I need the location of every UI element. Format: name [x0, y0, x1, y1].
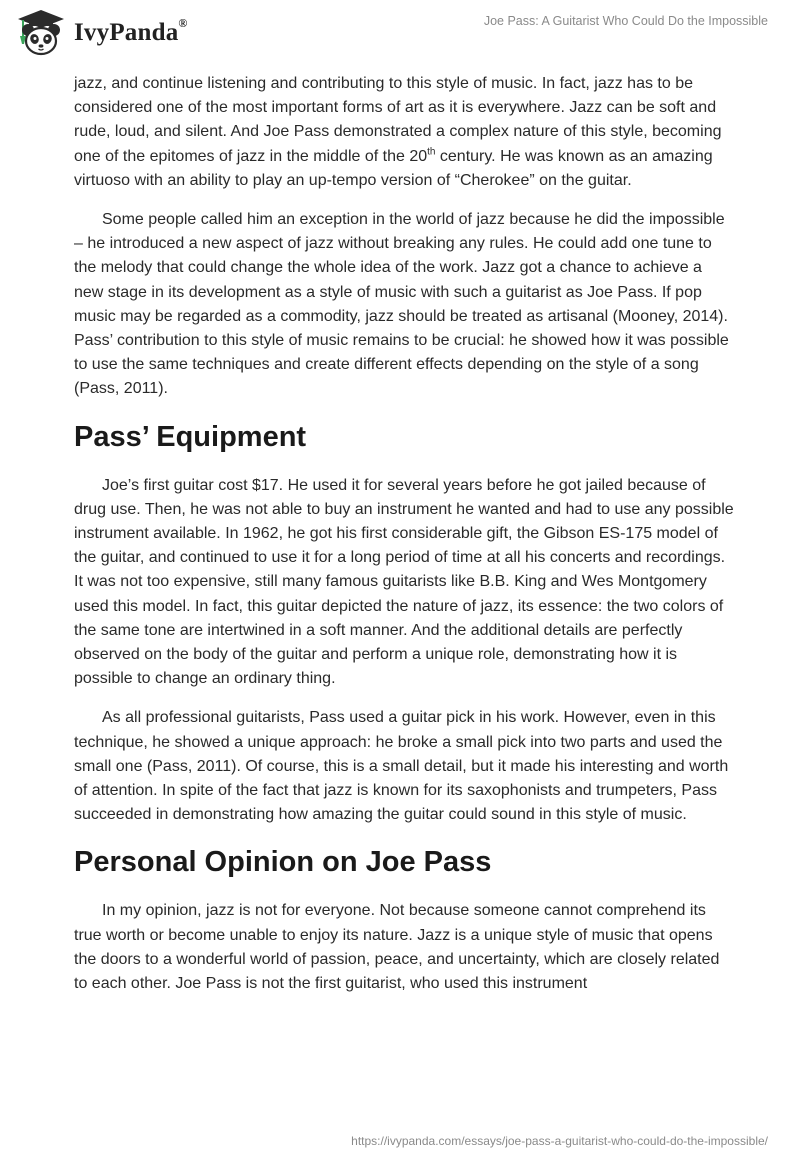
- paragraph: In my opinion, jazz is not for everyone. Not because someone cannot comprehend its true worth or become unable to enjoy its nature. Jazz is a unique style of music that opens the doors to a wonderful world of passion, peace, and uncertainty, which are closely related to each other. Joe Pass is not the first guitarist, who used this instrument: [74, 902, 720, 993]
- panda-graduate-icon: [14, 8, 68, 58]
- section-heading-equipment: Pass’ Equipment: [74, 420, 307, 453]
- paragraph: jazz, and continue listening and contributing to this style of music. In fact, jazz has to be considered one of the most important forms of art as it is everywhere. Jazz can be soft and rude, loud, and silent. And Joe Pass demonstrated a complex nature of this style, becoming one of the epitomes of jazz in the middle of the 20th century. He was known as an amazing virtuoso with an ability to play an up-tempo version of “Cherokee” on the guitar.: [74, 75, 722, 189]
- document-title: Joe Pass: A Guitarist Who Could Do the Impossible: [483, 14, 768, 28]
- brand-logo[interactable]: [14, 8, 188, 58]
- page-header: [0, 0, 800, 70]
- source-url[interactable]: https://ivypanda.com/essays/joe-pass-a-guitarist-who-could-do-the-impossible/: [351, 1134, 768, 1148]
- paragraph: As all professional guitarists, Pass used a guitar pick in his work. However, even in this technique, he showed a unique approach: he broke a small pick into two parts and used the small one (Pass, 2011). Of course, this is a small detail, but it made his interesting and worth of attention. In spite of the fact that jazz is known for its saxophonists and trumpeters, Pass succeeded in demonstrating how amazing the guitar could sound in this style of music.: [74, 709, 729, 824]
- brand-name: IvyPanda®: [74, 15, 188, 46]
- paragraph: Some people called him an exception in the world of jazz because he did the impossible – he introduced a new aspect of jazz without breaking any rules. He could add one tune to the melody that could change the whole idea of the work. Jazz got a chance to achieve a new stage in its development as a style of music with such a guitarist as Joe Pass. If pop music may be regarded as a commodity, jazz should be treated as artisanal (Mooney, 2014). Pass’ contribution to this style of music remains to be crucial: he showed how it was possible to use the same techniques and create different effects depending on the style of a song (Pass, 2011).: [74, 211, 729, 398]
- paragraph: Joe’s first guitar cost $17. He used it for several years before he got jailed because of drug use. Then, he was not able to buy an instrument he wanted and had to use any possible instrument available. In 1962, he got his first considerable gift, the Gibson ES-175 model of the guitar, and continued to use it for a long period of time at all his concerts and recordings. It was not too expensive, still many famous guitarists like B.B. King and Wes Montgomery used this model. In fact, this guitar depicted the nature of jazz, its essence: the two colors of the same tone are intertwined in a soft manner. And the additional details are perfectly observed on the body of the guitar and perform a unique role, demonstrating how it is possible to change an ordinary thing.: [74, 476, 734, 688]
- essay-body: [74, 72, 734, 1011]
- section-heading-opinion: Personal Opinion on Joe Pass: [74, 846, 492, 879]
